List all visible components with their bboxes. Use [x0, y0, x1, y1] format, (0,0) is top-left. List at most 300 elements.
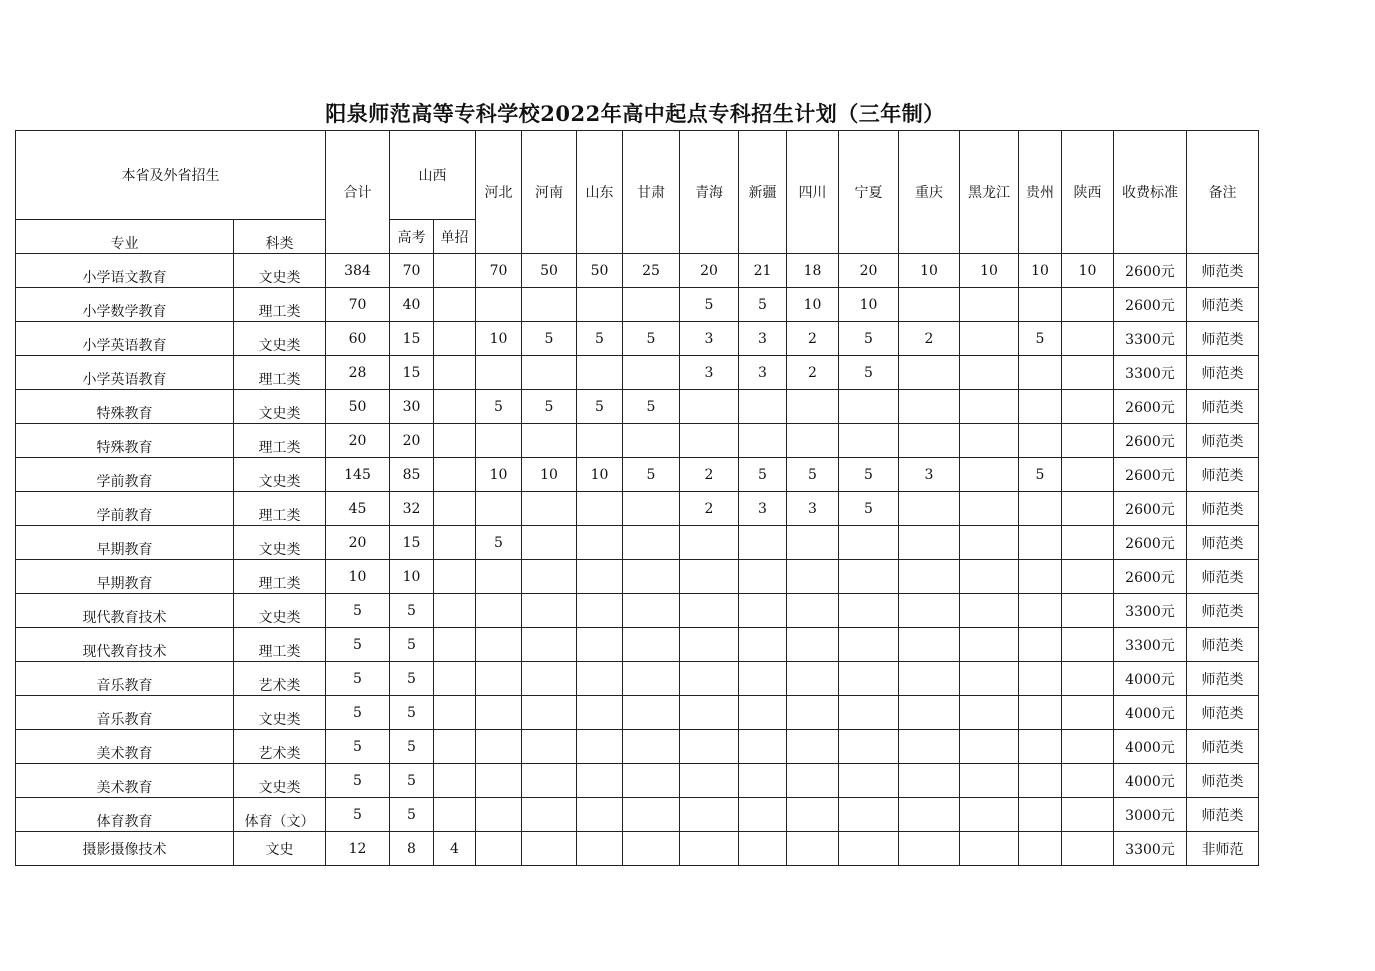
fee-cell	[1114, 560, 1187, 594]
province-cell	[680, 526, 739, 560]
province-cell	[839, 662, 899, 696]
province-cell-text: 3	[808, 500, 817, 517]
note-cell	[1187, 424, 1259, 458]
category-cell	[234, 492, 326, 526]
note-cell	[1187, 254, 1259, 288]
fee-cell-text: 2600元	[1125, 263, 1175, 280]
province-cell	[680, 798, 739, 832]
province-cell	[839, 322, 899, 356]
fee-cell-text: 3300元	[1125, 365, 1175, 382]
gaokao-cell	[390, 288, 434, 322]
total-header: 合计	[326, 131, 390, 254]
province-cell	[577, 492, 623, 526]
major-cell	[16, 628, 234, 662]
province-cell	[960, 730, 1019, 764]
total-cell	[326, 390, 390, 424]
province-cell	[960, 390, 1019, 424]
note-cell-text: 师范类	[1201, 773, 1244, 790]
province-cell	[899, 832, 960, 866]
danzhao-cell	[434, 628, 476, 662]
province-cell-text: 20	[700, 262, 718, 279]
major-cell	[16, 662, 234, 696]
province-header: 青海	[680, 131, 739, 254]
gaokao-cell-text: 30	[402, 398, 421, 415]
province-cell	[522, 288, 577, 322]
province-cell	[787, 730, 839, 764]
note-cell	[1187, 458, 1259, 492]
province-cell	[839, 288, 899, 322]
province-cell	[522, 492, 577, 526]
province-cell	[577, 594, 623, 628]
fee-cell	[1114, 322, 1187, 356]
table-row	[16, 798, 1259, 832]
fee-cell-text: 2600元	[1125, 501, 1175, 518]
province-cell	[476, 628, 522, 662]
province-cell	[960, 424, 1019, 458]
province-cell	[839, 424, 899, 458]
province-cell	[522, 322, 577, 356]
province-cell-text: 3	[924, 466, 934, 483]
gaokao-cell	[390, 424, 434, 458]
note-cell-text: 师范类	[1201, 603, 1244, 620]
total-cell-text: 5	[353, 738, 362, 755]
gaokao-cell-text: 85	[402, 466, 421, 483]
province-cell	[1062, 594, 1114, 628]
major-cell	[16, 560, 234, 594]
province-cell	[787, 254, 839, 288]
table-row	[16, 696, 1259, 730]
province-cell	[522, 560, 577, 594]
major-cell-text: 小学数学教育	[82, 303, 167, 320]
note-cell-text: 师范类	[1201, 331, 1244, 348]
province-cell-text: 10	[1031, 262, 1049, 279]
province-cell	[1062, 254, 1114, 288]
province-cell	[623, 526, 680, 560]
fee-cell-text: 3300元	[1125, 603, 1175, 620]
province-cell	[1019, 628, 1062, 662]
major-cell-text: 体育教育	[96, 813, 153, 830]
gaokao-cell-text: 5	[407, 772, 416, 789]
province-cell	[960, 356, 1019, 390]
total-cell	[326, 560, 390, 594]
province-cell	[739, 526, 787, 560]
province-cell	[960, 560, 1019, 594]
note-cell-text: 师范类	[1201, 433, 1244, 450]
province-cell-text: 3	[704, 364, 714, 381]
major-cell	[16, 458, 234, 492]
table-row	[16, 560, 1259, 594]
province-cell	[522, 662, 577, 696]
province-cell-text: 5	[758, 296, 767, 313]
category-cell	[234, 594, 326, 628]
gaokao-cell	[390, 526, 434, 560]
province-cell-text: 5	[864, 330, 873, 347]
province-cell	[577, 560, 623, 594]
province-cell	[623, 696, 680, 730]
province-cell	[960, 254, 1019, 288]
major-cell	[16, 492, 234, 526]
gaokao-cell-text: 40	[402, 296, 421, 313]
gaokao-cell-text: 15	[402, 534, 421, 551]
category-cell	[234, 390, 326, 424]
table-row	[16, 526, 1259, 560]
province-cell	[739, 764, 787, 798]
province-cell	[739, 322, 787, 356]
major-cell-text: 现代教育技术	[82, 643, 167, 660]
province-cell	[577, 424, 623, 458]
danzhao-cell	[434, 356, 476, 390]
province-cell	[1019, 356, 1062, 390]
major-header	[16, 220, 234, 254]
province-cell	[739, 492, 787, 526]
danzhao-cell	[434, 662, 476, 696]
province-cell-text: 3	[758, 364, 767, 381]
table-row	[16, 458, 1259, 492]
province-cell	[1062, 560, 1114, 594]
province-cell-text: 5	[646, 398, 656, 415]
province-cell	[960, 696, 1019, 730]
category-cell	[234, 322, 326, 356]
fee-cell-text: 2600元	[1125, 569, 1175, 586]
note-cell-text: 师范类	[1201, 365, 1244, 382]
table-row	[16, 832, 1259, 866]
province-cell	[839, 560, 899, 594]
danzhao-header: 单招	[434, 220, 476, 254]
note-cell-text: 师范类	[1201, 705, 1244, 722]
province-cell-text: 10	[1078, 262, 1097, 279]
province-cell	[739, 832, 787, 866]
province-cell	[787, 492, 839, 526]
province-header: 陕西	[1062, 131, 1114, 254]
province-cell	[476, 560, 522, 594]
province-cell-text: 5	[1035, 330, 1045, 347]
province-cell-text: 10	[803, 296, 822, 313]
major-cell	[16, 424, 234, 458]
province-header: 宁夏	[839, 131, 899, 254]
note-cell	[1187, 628, 1259, 662]
note-cell-text: 师范类	[1201, 807, 1244, 824]
province-header: 贵州	[1019, 131, 1062, 254]
province-cell	[623, 322, 680, 356]
province-cell	[476, 730, 522, 764]
province-cell-text: 5	[595, 398, 604, 415]
danzhao-cell	[434, 322, 476, 356]
gaokao-cell-text: 15	[402, 364, 421, 381]
province-cell	[787, 458, 839, 492]
province-cell	[476, 696, 522, 730]
province-cell	[680, 390, 739, 424]
fee-cell	[1114, 662, 1187, 696]
major-cell	[16, 832, 234, 866]
province-cell	[476, 594, 522, 628]
province-cell	[1062, 662, 1114, 696]
province-cell	[522, 594, 577, 628]
category-cell	[234, 730, 326, 764]
fee-cell-text: 4000元	[1125, 773, 1175, 790]
gaokao-cell	[390, 594, 434, 628]
major-cell	[16, 798, 234, 832]
total-cell	[326, 594, 390, 628]
province-cell	[623, 764, 680, 798]
province-cell-text: 2	[808, 364, 817, 381]
fee-cell-text: 4000元	[1125, 705, 1175, 722]
note-cell-text: 师范类	[1201, 297, 1244, 314]
province-cell	[522, 424, 577, 458]
category-cell-text: 艺术类	[258, 677, 301, 694]
total-cell-text: 145	[344, 466, 371, 483]
province-cell-text: 10	[489, 330, 508, 347]
major-cell	[16, 288, 234, 322]
province-cell	[680, 594, 739, 628]
province-cell-text: 10	[859, 296, 878, 313]
fee-cell-text: 2600元	[1125, 467, 1175, 484]
province-cell	[739, 458, 787, 492]
province-cell	[577, 628, 623, 662]
province-cell	[1019, 458, 1062, 492]
major-cell	[16, 594, 234, 628]
province-cell	[787, 832, 839, 866]
total-cell	[326, 764, 390, 798]
province-cell	[577, 798, 623, 832]
province-cell	[1019, 696, 1062, 730]
major-cell	[16, 390, 234, 424]
province-cell	[577, 254, 623, 288]
province-cell-text: 50	[540, 262, 558, 279]
total-cell-text: 384	[344, 262, 371, 279]
total-cell	[326, 492, 390, 526]
danzhao-cell	[434, 798, 476, 832]
fee-cell	[1114, 492, 1187, 526]
province-header: 四川	[787, 131, 839, 254]
province-cell	[577, 764, 623, 798]
total-cell-text: 20	[348, 534, 367, 551]
province-cell	[476, 356, 522, 390]
province-cell	[623, 288, 680, 322]
gaokao-cell-text: 5	[407, 704, 416, 721]
gaokao-cell	[390, 560, 434, 594]
province-cell	[1062, 696, 1114, 730]
note-cell	[1187, 526, 1259, 560]
total-cell	[326, 526, 390, 560]
province-cell-text: 25	[642, 262, 660, 279]
note-cell	[1187, 492, 1259, 526]
category-cell-text: 文史类	[258, 711, 301, 728]
fee-cell-text: 3300元	[1125, 637, 1175, 654]
province-cell	[1062, 390, 1114, 424]
province-cell	[899, 458, 960, 492]
province-cell	[1062, 322, 1114, 356]
gaokao-cell-text: 8	[407, 840, 416, 857]
province-cell-text: 3	[704, 330, 714, 347]
province-cell	[680, 832, 739, 866]
gaokao-cell	[390, 798, 434, 832]
fee-cell	[1114, 288, 1187, 322]
category-cell-text: 艺术类	[258, 745, 301, 762]
category-cell	[234, 458, 326, 492]
category-cell-text: 理工类	[258, 643, 301, 660]
province-cell	[476, 424, 522, 458]
province-cell-text: 10	[920, 262, 938, 279]
danzhao-cell	[434, 526, 476, 560]
province-cell	[787, 356, 839, 390]
province-cell-text: 5	[1035, 466, 1045, 483]
table-row	[16, 492, 1259, 526]
note-cell	[1187, 730, 1259, 764]
category-cell-text: 理工类	[258, 303, 301, 320]
danzhao-cell	[434, 696, 476, 730]
province-cell	[680, 424, 739, 458]
province-cell	[1062, 458, 1114, 492]
province-header: 甘肃	[623, 131, 680, 254]
province-cell	[899, 798, 960, 832]
danzhao-cell	[434, 560, 476, 594]
province-cell	[899, 492, 960, 526]
province-cell	[839, 492, 899, 526]
gaokao-cell-text: 5	[407, 636, 416, 653]
province-cell	[522, 628, 577, 662]
major-cell-text: 美术教育	[96, 779, 153, 796]
province-cell	[960, 764, 1019, 798]
danzhao-cell	[434, 594, 476, 628]
category-cell	[234, 764, 326, 798]
fee-cell-text: 3300元	[1125, 331, 1175, 348]
province-cell	[623, 798, 680, 832]
total-cell	[326, 832, 390, 866]
province-cell	[787, 764, 839, 798]
table-row	[16, 390, 1259, 424]
gaokao-cell	[390, 764, 434, 798]
note-cell-text: 师范类	[1201, 399, 1244, 416]
total-cell-text: 5	[353, 806, 362, 823]
province-cell-text: 21	[753, 262, 772, 279]
province-cell	[577, 356, 623, 390]
province-cell	[899, 356, 960, 390]
total-cell	[326, 798, 390, 832]
province-cell	[680, 730, 739, 764]
province-cell	[476, 798, 522, 832]
province-cell	[899, 424, 960, 458]
province-header: 重庆	[899, 131, 960, 254]
header-row-1	[16, 131, 1259, 220]
province-cell	[476, 254, 522, 288]
major-cell-text: 学前教育	[96, 473, 153, 490]
major-cell-text: 音乐教育	[96, 711, 153, 728]
province-cell	[960, 662, 1019, 696]
table-row	[16, 424, 1259, 458]
province-cell-text: 2	[704, 500, 714, 517]
gaokao-cell	[390, 662, 434, 696]
province-cell-text: 5	[544, 398, 554, 415]
major-cell-text: 特殊教育	[96, 405, 153, 422]
gaokao-cell	[390, 390, 434, 424]
province-cell	[476, 832, 522, 866]
total-cell	[326, 288, 390, 322]
province-cell	[1062, 288, 1114, 322]
table-row	[16, 356, 1259, 390]
fee-header: 收费标准	[1114, 131, 1187, 254]
province-cell	[899, 560, 960, 594]
fee-cell	[1114, 254, 1187, 288]
note-cell-text: 师范类	[1201, 535, 1244, 552]
danzhao-cell	[434, 730, 476, 764]
province-cell	[476, 764, 522, 798]
province-cell	[899, 254, 960, 288]
gaokao-cell	[390, 322, 434, 356]
province-cell	[787, 628, 839, 662]
province-cell	[1019, 560, 1062, 594]
total-cell	[326, 458, 390, 492]
province-cell	[1019, 764, 1062, 798]
note-cell	[1187, 832, 1259, 866]
province-cell	[839, 764, 899, 798]
major-cell-text: 小学语文教育	[82, 269, 167, 286]
province-cell	[623, 254, 680, 288]
province-cell	[577, 322, 623, 356]
province-cell	[739, 730, 787, 764]
province-cell	[960, 288, 1019, 322]
major-cell	[16, 356, 234, 390]
province-cell	[1019, 730, 1062, 764]
province-cell-text: 10	[980, 262, 998, 279]
province-cell	[1019, 254, 1062, 288]
province-cell	[739, 594, 787, 628]
province-cell	[680, 492, 739, 526]
major-cell	[16, 764, 234, 798]
province-cell	[1019, 492, 1062, 526]
province-cell	[899, 288, 960, 322]
province-cell	[739, 390, 787, 424]
page-title: 阳泉师范高等专科学校2022年高中起点专科招生计划（三年制）	[325, 101, 945, 126]
total-cell	[326, 322, 390, 356]
category-cell-text: 文史类	[258, 609, 301, 626]
province-cell	[623, 390, 680, 424]
province-cell-text: 5	[758, 466, 767, 483]
total-cell-text: 5	[353, 704, 362, 721]
danzhao-cell	[434, 390, 476, 424]
province-cell	[623, 594, 680, 628]
fee-cell	[1114, 628, 1187, 662]
category-cell-text: 理工类	[258, 371, 301, 388]
note-cell	[1187, 322, 1259, 356]
province-cell	[623, 560, 680, 594]
province-cell	[1019, 288, 1062, 322]
major-cell-text: 小学英语教育	[82, 371, 167, 388]
fee-cell-text: 2600元	[1125, 535, 1175, 552]
province-cell	[787, 322, 839, 356]
province-cell	[1019, 526, 1062, 560]
total-cell-text: 70	[348, 296, 367, 313]
province-cell	[739, 798, 787, 832]
major-cell	[16, 730, 234, 764]
province-cell	[522, 798, 577, 832]
province-cell	[680, 628, 739, 662]
total-cell-text: 5	[353, 602, 362, 619]
group-header: 本省及外省招生	[16, 131, 326, 220]
province-cell-text: 3	[758, 330, 767, 347]
major-cell-text: 早期教育	[96, 575, 153, 592]
major-cell-text: 小学英语教育	[82, 337, 167, 354]
province-cell-text: 3	[758, 500, 767, 517]
province-cell	[787, 424, 839, 458]
province-cell	[899, 594, 960, 628]
category-cell	[234, 356, 326, 390]
fee-cell	[1114, 730, 1187, 764]
gaokao-cell	[390, 730, 434, 764]
province-cell-text: 5	[864, 500, 873, 517]
province-cell	[577, 832, 623, 866]
note-cell	[1187, 288, 1259, 322]
gaokao-cell	[390, 492, 434, 526]
